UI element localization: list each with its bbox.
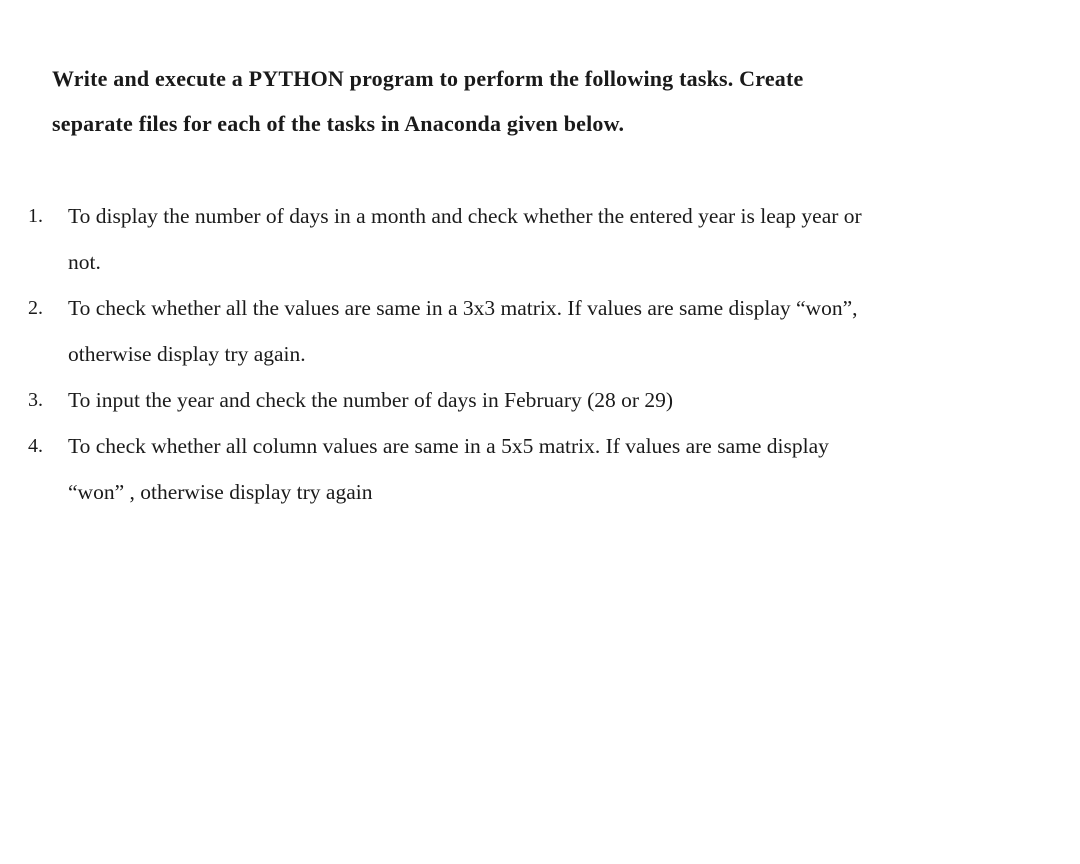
task-item-4 xyxy=(28,423,1058,515)
task-text-line: otherwise display try again. xyxy=(68,342,306,366)
task-text-line: To display the number of days in a month and check whether the entered year is leap year or xyxy=(68,204,862,228)
instructions-heading xyxy=(52,56,1052,146)
task-item-2 xyxy=(28,285,1058,377)
task-text-line: “won” , otherwise display try again xyxy=(68,480,373,504)
instructions-line-2: separate files for each of the tasks in Anaconda given below. xyxy=(52,111,625,136)
task-text-line: To check whether all the values are same in a 3x3 matrix. If values are same display “won”, xyxy=(68,296,858,320)
task-list xyxy=(28,193,1058,515)
task-number: 4. xyxy=(28,435,43,457)
task-text-line: To check whether all column values are same in a 5x5 matrix. If values are same display xyxy=(68,434,829,458)
task-number: 1. xyxy=(28,205,43,227)
task-number: 2. xyxy=(28,297,43,319)
task-text-line: not. xyxy=(68,250,101,274)
task-item-1 xyxy=(28,193,1058,285)
instructions-line-1: Write and execute a PYTHON program to perform the following tasks. Create xyxy=(52,66,804,91)
task-number: 3. xyxy=(28,389,43,411)
task-item-3 xyxy=(28,377,1058,423)
task-text-line: To input the year and check the number of days in February (28 or 29) xyxy=(68,388,674,412)
